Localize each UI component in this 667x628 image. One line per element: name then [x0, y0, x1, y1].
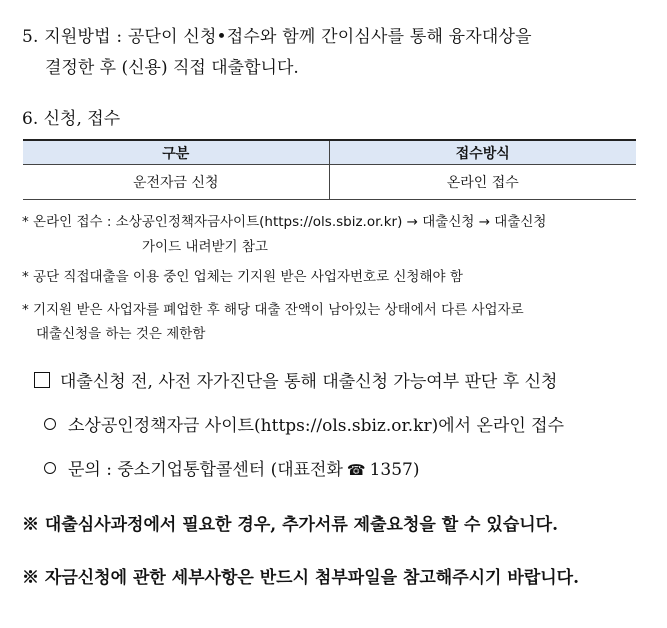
square-bullet-icon: [34, 372, 50, 388]
section6-title: 6. 신청, 접수: [22, 109, 121, 129]
section5-line1: 5. 지원방법 : 공단이 신청•접수와 함께 간이심사를 통해 융자대상을: [22, 27, 532, 47]
note-closed-business-line2: 대출신청을 하는 것은 제한함: [36, 326, 206, 342]
guide-contact-number: 1357): [369, 460, 420, 480]
reference-note-attachment: ※ 자금신청에 관한 세부사항은 반드시 첨부파일을 참고해주시기 바랍니다.: [22, 568, 580, 588]
application-table: [23, 139, 636, 200]
guide-box-text: 대출신청 전, 사전 자가진단을 통해 대출신청 가능여부 판단 후 신청: [60, 372, 558, 392]
table-header-row: [23, 140, 636, 165]
note-closed-business-line1: * 기지원 받은 사업자를 폐업한 후 해당 대출 잔액이 남아있는 상태에서 다른 사업자로: [22, 302, 524, 318]
phone-icon: ☎: [346, 461, 366, 479]
guide-online-text: 소상공인정책자금 사이트(https://ols.sbiz.or.kr)에서 온라인 접수: [68, 416, 565, 436]
table-cell-category: 운전자금 신청: [23, 165, 329, 200]
note-online-line2: 가이드 내려받기 참고: [142, 239, 268, 255]
table-header-category: 구분: [23, 140, 329, 165]
reference-note-documents: ※ 대출심사과정에서 필요한 경우, 추가서류 제출요청을 할 수 있습니다.: [22, 515, 558, 535]
section5-line2: 결정한 후 (신용) 직접 대출합니다.: [45, 58, 299, 78]
circle-bullet-icon: [44, 418, 56, 430]
guide-contact-item: [44, 455, 420, 480]
circle-bullet-icon: [44, 462, 56, 474]
note-online-line1: * 온라인 접수 : 소상공인정책자금사이트(https://ols.sbiz.or.kr) → 대출신청 → 대출신청: [22, 214, 547, 230]
table-header-method: 접수방식: [329, 140, 636, 165]
guide-contact-text: 문의 : 중소기업통합콜센터 (대표전화: [68, 460, 343, 480]
guide-box-item: [34, 367, 557, 392]
note-direct-loan: * 공단 직접대출을 이용 중인 업체는 기지원 받은 사업자번호로 신청해야 함: [22, 269, 463, 285]
guide-online-item: [44, 411, 564, 436]
table-cell-method: 온라인 접수: [329, 165, 636, 200]
table-row: [23, 165, 636, 200]
